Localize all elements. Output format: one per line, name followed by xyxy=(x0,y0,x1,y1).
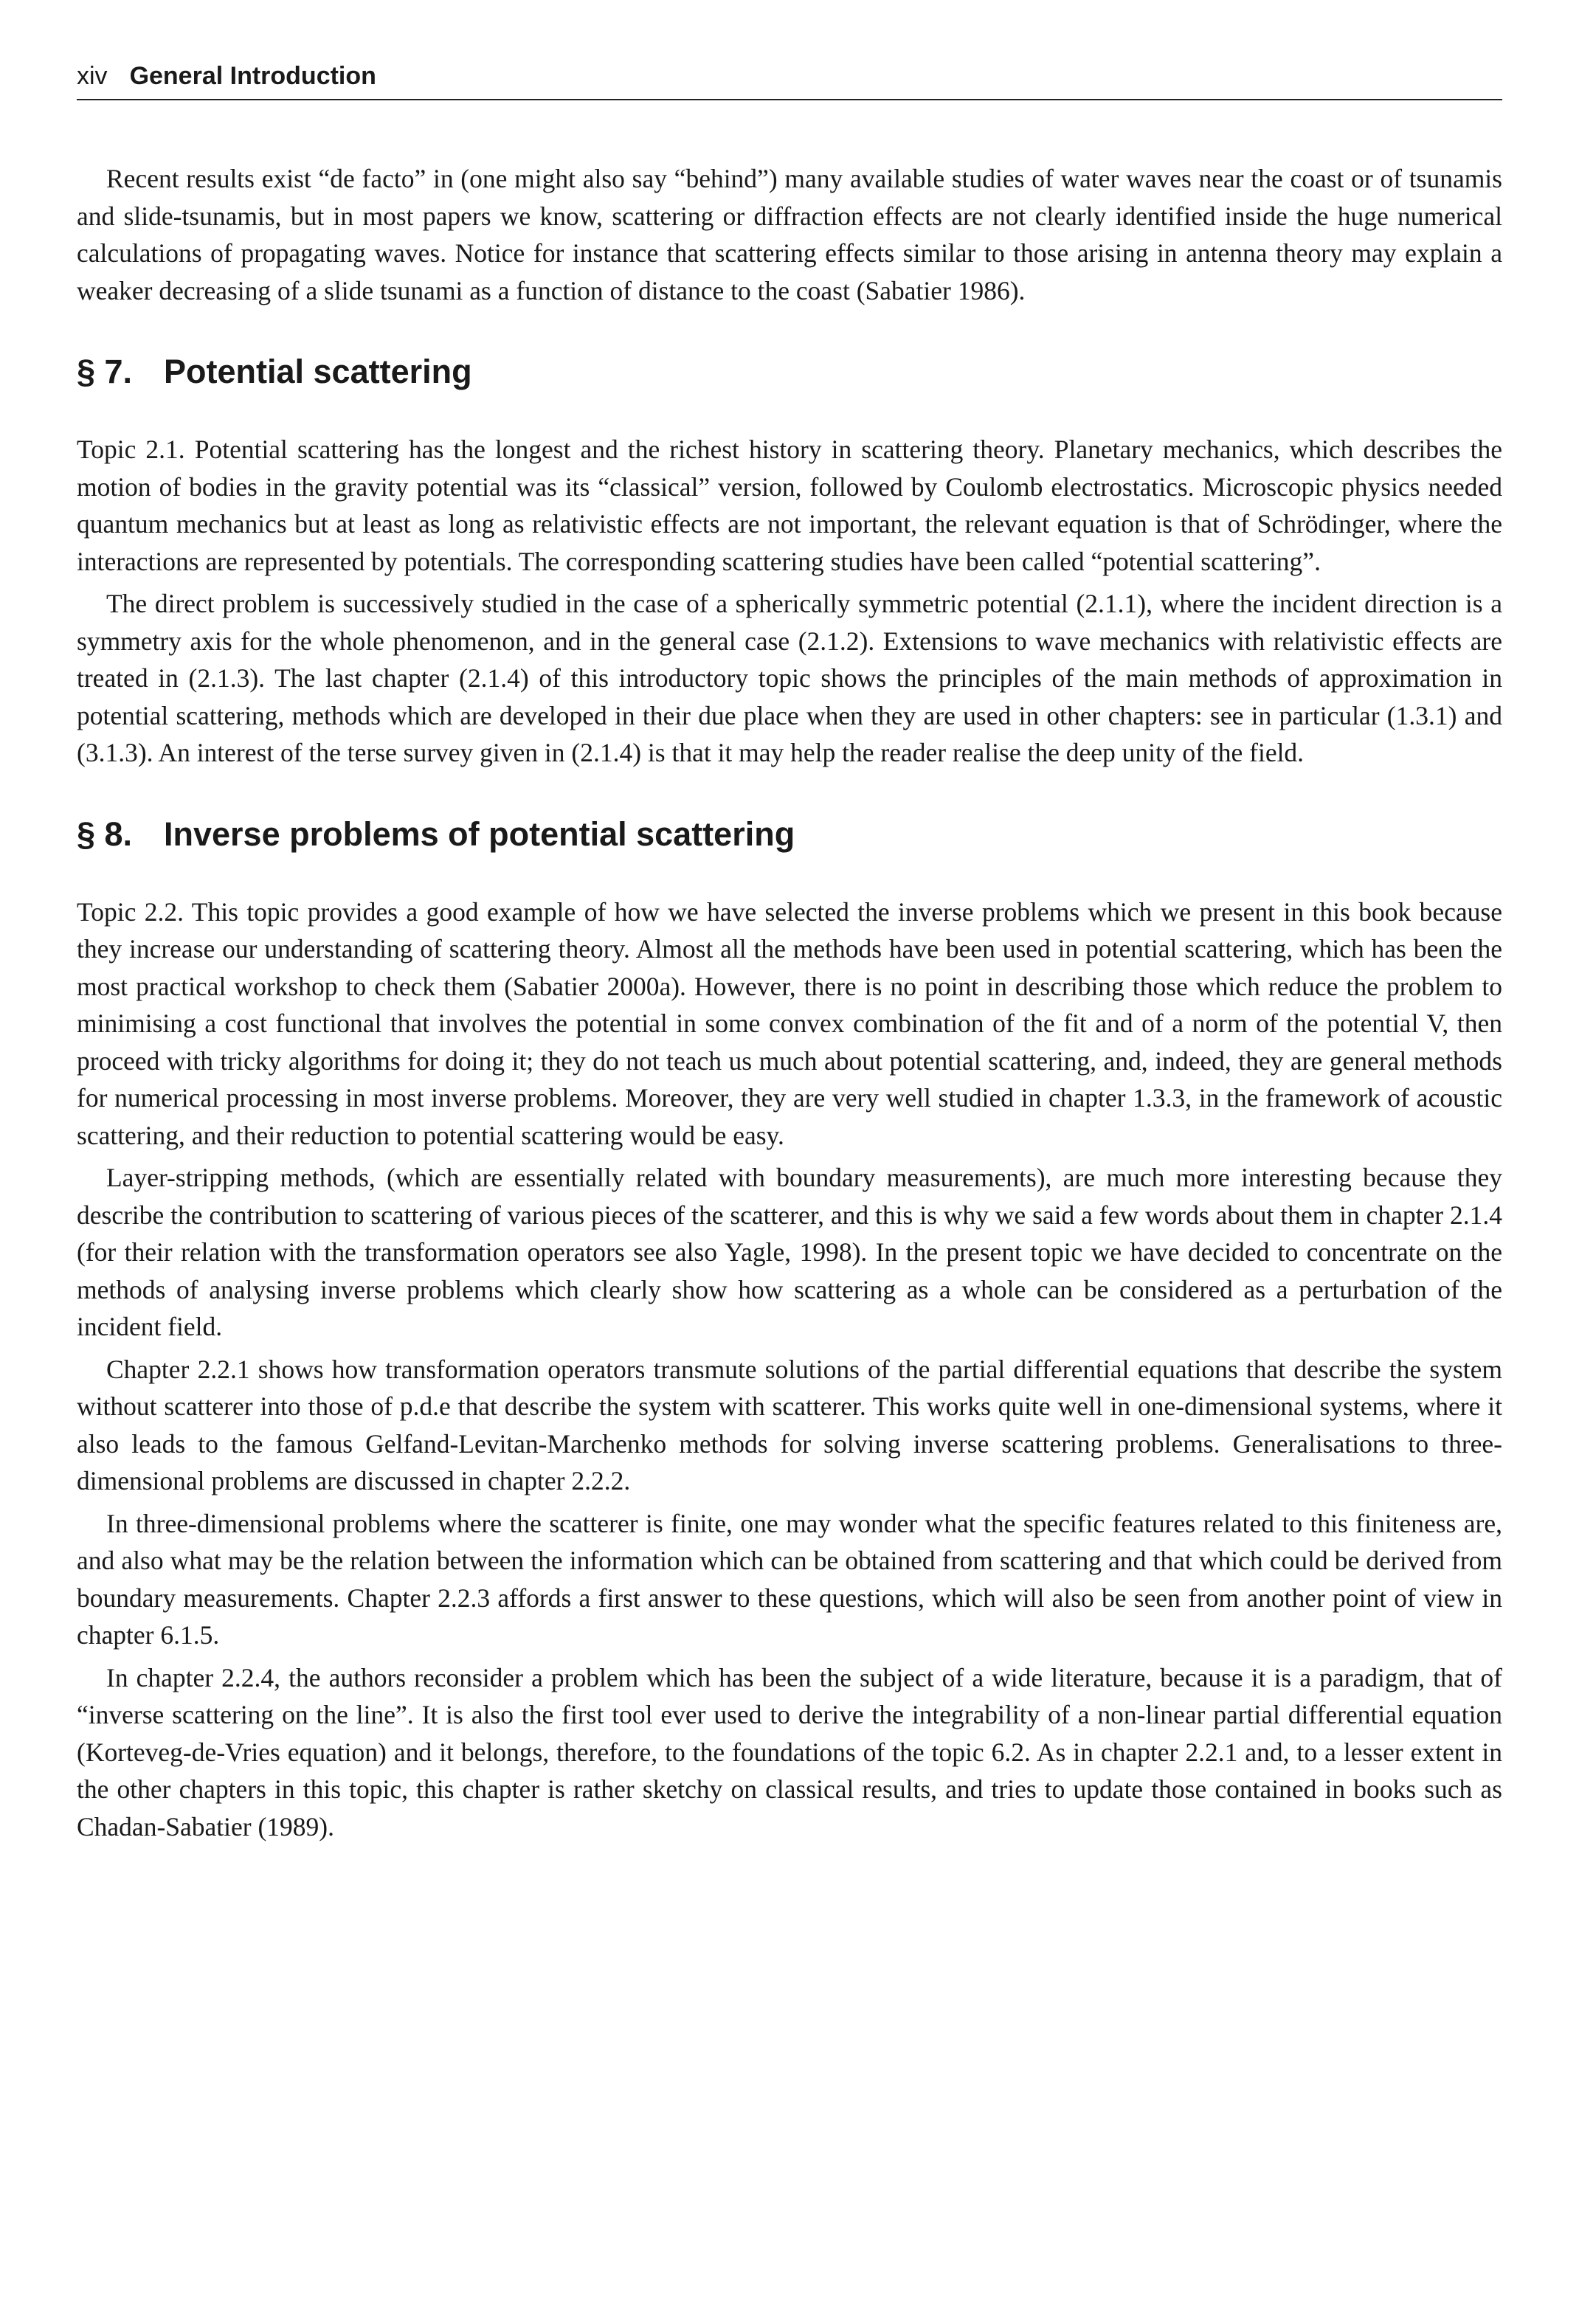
section-8-title: Inverse problems of potential scattering xyxy=(164,815,795,853)
section-8-heading xyxy=(77,815,1502,854)
section-8-paragraph-3: Chapter 2.2.1 shows how transformation operators transmute solutions of the partial differential equations that describe the system without scatterer into those of p.d.e that describe the system with scatterer. This works quite well in one-dimensional systems, where it also leads to the famous Gelfand-Levitan-Marchenko methods for solving inverse scattering problems. Generalisations to three-dimensional problems are discussed in chapter 2.2.2. xyxy=(77,1354,1502,1495)
section-7-paragraph-2: The direct problem is successively studied in the case of a spherically symmetric potential (2.1.1), where the incident direction is a symmetry axis for the whole phenomenon, and in the general case (2.1.2). Extensions to wave mechanics with relativistic effects are treated in (2.1.3). The last chapter (2.1.4) of this introductory topic shows the principles of the main methods of approximation in potential scattering, methods which are developed in their due place when they are used in other chapters: see in particular (1.3.1) and (3.1.3). An interest of the terse survey given in (2.1.4) is that it may help the reader realise the deep unity of the field. xyxy=(77,589,1502,767)
section-8-paragraph-2: Layer-stripping methods, (which are essentially related with boundary measurements), are much more interesting because they describe the contribution to scattering of various pieces of the scatterer, and this is why we said a few words about them in chapter 2.1.4 (for their relation with the transformation operators see also Yagle, 1998). In the present topic we have decided to concentrate on the methods of analysing inverse problems which clearly show how scattering as a whole can be considered as a perturbation of the incident field. xyxy=(77,1163,1502,1341)
page-number: xiv xyxy=(77,62,108,90)
book-page xyxy=(77,62,1502,1845)
section-7-heading xyxy=(77,352,1502,392)
section-7-number: § 7. xyxy=(77,353,133,390)
section-8-paragraph-4: In three-dimensional problems where the scatterer is finite, one may wonder what the specific features related to this finiteness are, and also what may be the relation between the information which can be obtained from scattering and that which could be derived from boundary measurements. Chapter 2.2.3 affords a first answer to these questions, which will also be seen from another point of view in chapter 6.1.5. xyxy=(77,1508,1502,1650)
running-title: General Introduction xyxy=(129,62,376,90)
page-body xyxy=(77,160,1502,1845)
running-head xyxy=(77,62,1502,100)
section-8-number: § 8. xyxy=(77,815,133,853)
section-7-title: Potential scattering xyxy=(164,353,472,390)
intro-paragraph: Recent results exist “de facto” in (one might also say “behind”) many available studies of water waves near the coast or of tsunamis and slide-tsunamis, but in most papers we know, scattering or diffraction effects are not clearly identified inside the huge numerical calculations of propagating waves. Notice for instance that scattering effects similar to those arising in antenna theory may explain a weaker decreasing of a slide tsunami as a function of distance to the coast (Sabatier 1986). xyxy=(77,164,1502,305)
section-7-paragraph-1: Topic 2.1. Potential scattering has the longest and the richest history in scattering theory. Planetary mechanics, which describes the motion of bodies in the gravity potential was its “classical” version, followed by Coulomb electrostatics. Microscopic physics needed quantum mechanics but at least as long as relativistic effects are not important, the relevant equation is that of Schrödinger, where the interactions are represented by potentials. The corresponding scattering studies have been called “potential scattering”. xyxy=(77,435,1502,576)
section-8-paragraph-1: Topic 2.2. This topic provides a good example of how we have selected the inverse problems which we present in this book because they increase our understanding of scattering theory. Almost all the methods have been used in potential scattering, which has been the most practical workshop to check them (Sabatier 2000a). However, there is no point in describing those which reduce the problem to minimising a cost functional that involves the potential in some convex combination of the fit and of a norm of the potential V, then proceed with tricky algorithms for doing it; they do not teach us much about potential scattering, and, indeed, they are general methods for numerical processing in most inverse problems. Moreover, they are very well studied in chapter 1.3.3, in the framework of acoustic scattering, and their reduction to potential scattering would be easy. xyxy=(77,896,1502,1150)
section-8-paragraph-5: In chapter 2.2.4, the authors reconsider a problem which has been the subject of a wide literature, because it is a paradigm, that of “inverse scattering on the line”. It is also the first tool ever used to derive the integrability of a non-linear partial differential equation (Korteveg-de-Vries equation) and it belongs, therefore, to the foundations of the topic 6.2. As in chapter 2.2.1 and, to a lesser extent in the other chapters in this topic, this chapter is rather sketchy on classical results, and tries to update those contained in books such as Chadan-Sabatier (1989). xyxy=(77,1662,1502,1841)
